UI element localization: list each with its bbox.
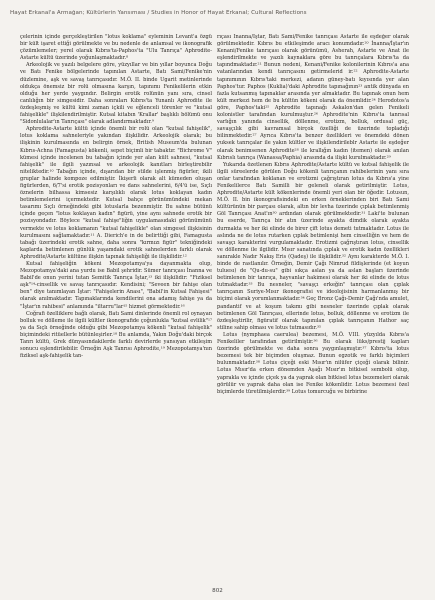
left-text-column [20,34,212,582]
right-text-column [217,34,409,582]
paragraph: Coğrafi özelliklere bağlı olarak, Batı Sami dinlerinde önemli rol oynayan bolluk ve dölleme ile ilgili kültler ikonografide çoğunlukla "kutsal evlilik"¹⁷ ya da Sıçlı örneğinde olduğu gibi Mezopotamya kökenli "kutsal fahişelik" biçimindeki ritüellerle bütünleşirler.¹⁸ Bu anlamda, Yakın Doğu'daki birçok Tanrı kültü, Grek dünyasındakilerde farklı devirlerde yansıyan etkileşim sonucu eşlendirilebilir. Örneğin Aşk Tanrısı Aphrodite,¹⁹ Mezopotamya'nın fiziksel aşk-fahişelik tan- [20,310,212,360]
page-number: 802 [212,588,223,594]
paragraph: Lotus (nymphaea caerulea) bezemesi, M.Ö. VIII. yüzyılda Kıbrıs'a Fenikeliler tarafından getirilmiştir.³⁶ Bu olarak lüks/prestij kapları üzerinde görülmekte ve daha sonra yaygınlaşmıştır.³⁷ Kıbrıs'ta lotus bezemesi tek bir biçimden oluşmaz. Bunun egzotik ve farklı biçimleri bulunmaktadır.³⁸ Lotus çiçeği eski Mısır'ın nilüfer çiçeği olarak bilinir. Lotus Mısır'da erken dönemden Aşağı Mısır'ın bitkisel sembolü olup, yaprakla ve içinde çiçek ya da yaprak olan bitkisel lotus bezemeleri olarak görülür ve yaprak daha olan ise Fenike kökenlidir. Lotus bezemesi özel biçimlerde türetilmişlerdir.³⁹ Lotus tomurcuğu ve birbirine [217,331,409,395]
paragraph: rıçası İnanna/İştar, Batı Sami/Fenike tanrıçası Astarte ile eşdeğer olarak görülmektedir. Kıbrıs bu etkileşimde aracı konumdadır.²⁰ İnanna/İştar'ın Kenani/Fenike tanrıçası olarak görünümü, Asherah, Astarte ve Anat ile eşlendirilmekte ve yazılı kaynaklara göre bu tanrıçalara Kıbrıs'ta da tapındmaktadır.²¹ Bunun nedeni, Kenani/Fenike kolonilerinin Kıbrıs'a ana vatanlarından kendi tanrıçasını getirmelerid ir.²² Aphrodite-Astarte tapınımının Kıbrıs'taki merkezi, adanın güney-batı kıyısında yer alan Paphos'tur. Paphos (Kuklia)'daki Aphrodite tapınağının²³ antik dünyada en fazla kutsanmış tapınaklar arasında yer almaktadır. Bu tapınak onun hem kült merkezi hem de bu kültün kökeni olarak da önemlidir.²⁴ Herodotos'a göre, Paphos'taki²⁵ Aphrodite tapınağı Askalon'dan gelen Fenikeli kolonistler tarafından kurulmuştur.²⁶ Aphrodite'nin Kıbrıs'ta tanrısal varlığın yanında cinsellik, döllenme, erotizm, bolluk, ordusal güç, savaşçılık gibi kavramsal birçok özelliği de üzerinde topladığı bilinmektedir.²⁷ Ayrıca Kıbrıs'ta benzer özellikleri ve önemdeki dönen yuksek tanrıçalar ile yakın kültler ve ilişkilendirileblr Astarte ile eşdeğer olarak benimsenen Aphrodite²⁸ ile krallığın kadın (itemen) olarak anılan Kıbrıslı tanrıça (Wanassa/Paphia) arasında da ilişki kurulmaktadır.²⁹ [217,34,409,161]
paragraph: Kutsal fahişeliğin kökeni Mezopotamya'ya dayanmakta olup, Mezopotamya'daki ana yurdu ise Babil şehridir. Sümer tanrıçası İnanna ve Babil'de onun yerini tutan Semitik Tanrıça İştar,¹³ iki ilişkilidir: "Fiziksel aşk"¹⁴-cinsellik ve savaş tanrıçasıdır. Kendisini; "Seveen bir fahişe olan ben" diye tanımlayan İştar: "Fahişelerin Anası", "Babil'in Kutsal Fahişesi" olarak anılmaktadır. Tapınaklarında kendilerini ona adamış fahişe ya da "İştar'ın rahibesi" anlamında "iltarru"lar¹⁵ hizmet görmektedir.¹⁶ [20,261,212,310]
paragraph: Arkeolojik ve yazılı belgelere göre, yüzyıllar ve bin yıllar boyunca Doğu ve Batı Fenike bölgelerinde tapınılan Astarte, Batı Sami/Fenike'nin düzlemine, aşk ve savaş tanrıçasıdır. M.Ö. II. binde Ugarit metinlerinde oldukça önemsiz bir rolü olmasına karşın, tapınımı Fenikelilerin etkin olduğu her yerde yaygındır. Belirgin erotik rolünün yanı sıra, cinsel canlılığın bir simgesidir. Daha sonraları Kıbrıs'ta Yunanlı Aphrodite ile özdeşleşmiş ve kültü kimi zaman içkili ve eğlenceli törenler ve "kutsal fahişelikle" ilişkilendirilmiştir. Kutsal kitabın 'Krallar' başlıklı bölümü onu "Sidonlulalar'ın Tanrıçası" olarak adlandırmaktadır.⁹ [20,62,212,126]
paragraph: çelerinin içinde gerçekleştirilen "lotus koklama" eyleminin Levant'a özgü bir kült işaret ettiği görülmekte ve bu nedenle de anlamsal ve ikonografik çözümlemeler; yerel olarak Kıbrıs'ta-Paphos'ta "Ulu Tanrıça" Aphrodite-Astarte kültü üzerinde yoğunlaşmaktadır.⁸ [20,34,212,62]
running-header: Hayat Erkanal'a Armağan; Kültürlerin Yansıması / Studies in Honor of Hayat Erkanal; Cultural Reflections [10,10,307,16]
paragraph: Aphrodite-Astarte kültü içinde önemli bir rolü olan "kutsal fahişelik", lotus koklama sahneleriyle yakından ilişkilidir. Arkeolojik olarak; bu ilişkinin kurulmasında en belirgin örnek, British Museum'da bulunan Kıbrıs-Achna (Famagusta) kökenli, sepet biçimli bir tabaktır. "Bichrome V" kümesi içinde incelenen bu tabağın içinde yer alan kült sahnesi, "kutsal fahişelik" ile ilgili yazınsal ve arkeolojik kanıtları birleştirebilir niteliktedir.¹⁰ Tabağın içinde, dışarıdan bir stilde işlenmiş figürler, ikili gruplar halinde kompoze edilmiştir. İkişerli olarak alt kümeden oluşan figürlerden, 6/7'si erotik pozisyonları ve dans sahnelerini, 6/4'ü ise, Sıçlı öznelerin bilhassa kimsesiz karşılıklı olarak lotus koklayan kadın betimlemelerini içermektedir. Kutsal bahçe görünümündeki mekan tasarımı Sıçlı örneğindeki gibi lotuslarla bezenmiştir. Bu sahne bütünü içinde geçen "lotus koklayan kadın" figürü, yine aynı sahnede erotik bir pozisyondadır. Böylece "kutsal fahişe"liğin uygulamasıdaki görünümünü vermekte ve lotus koklamanın "kutsal fahişelikle" olan simgesel ilişkisinin kurulmasını sağlamaktadır.¹¹ A. Dierich'e in de belirttiği gibi, Famagusta tabağı üzerindeki erotik sahne, daha sonra "kırmızı figür" tekniğindeki kaplarda betimlenen günlük yaşamdaki erotik sahnelerden farklı olarak Aphrodite/Astarte kültüne ilişkin tapınak fahişeliği ile ilişkilidir.¹² [20,126,212,260]
paragraph: Yukarıda özetlenen Kıbrıs Aphrodite/Astarte kültü ve kutsal fahişelik ile ilgili süreelerde görülen Doğu kökenli tanrıçanın rahibelerinin yanı sıra onlar tarafından koklanan ve erotizmi çağrıştıran lotus da Kıbrıs'a yine Fenikelilerce Batı Samilli bir geleneli olarak getirilmiştir. Lotus, Aphrodite/Astarte kült kökenlerinde önemli yeri olan bir öğedir. Lotusun, M.Ö. II. bin ikonografisindeki en erken örneklerinden biri Batı Sami kültürünün bir parçası olarak, altın bir levha üzerinde çıplak betimlenmiş Göl Tanrıçası Anat'ın³⁰ ardından olarak görülmektedir.³¹ Laki'te bulunan bu eserde, Tanrıça bir atın üzerinde ayakta dimdik olarak ayakta durmakta ve her iki elinde de birer çift lotus demeti tutmaktadır. Lotus ile aslında ne de lotus rutarken çıplak betimlenişi hem cinselliğin ve hem de savaşçı karakterini vurgulamaktadır. Erotizmi çağrıştıran lotus, cinsellik ve döllenme ile ilgilidir. Mısır sanatında çıplak ve erotik kadın özellikleri sanırakle Nadır Nakış Eris (Qadeş) ile ilişkilidir.³² Aynı karakterde M.Ö. I. binde de rastlanılır. Örneğin, Demir Çağı Nimrud fildişlerinde (et koyun tuluesı) de "Qu-du-su" gibi sıkça aslan ya da aslan başları üzerinde betimlenen bir tanrıça, hayvanlar hakimesi olarak her iki elinde de lotus tutmaktadır.³³ Bu nesneler, "savaşçı erkeğin" tanrıçası olan çıplak tanrıçanın Suriye-Mısır ikonografisi ve ideolojisinin harmanlanmış bir biçimi olarak yorumlanmaktadır.³⁴ Geç Bronz Çağı-Demir Çağı'nda amulet, pandantif ve at koşum takımı gibi nesneler üzerinde çıplak olarak betimlenen Göl Tanrıçası, ellerinde lotus, bolluk, döllenme ve erotizm ile özdeşleştirilir, figüratif olarak tapınılan çıplak tanrıçanın Hathor saç stiline sahip olması ve lotus tutmasıdır.³⁵ [217,161,409,331]
